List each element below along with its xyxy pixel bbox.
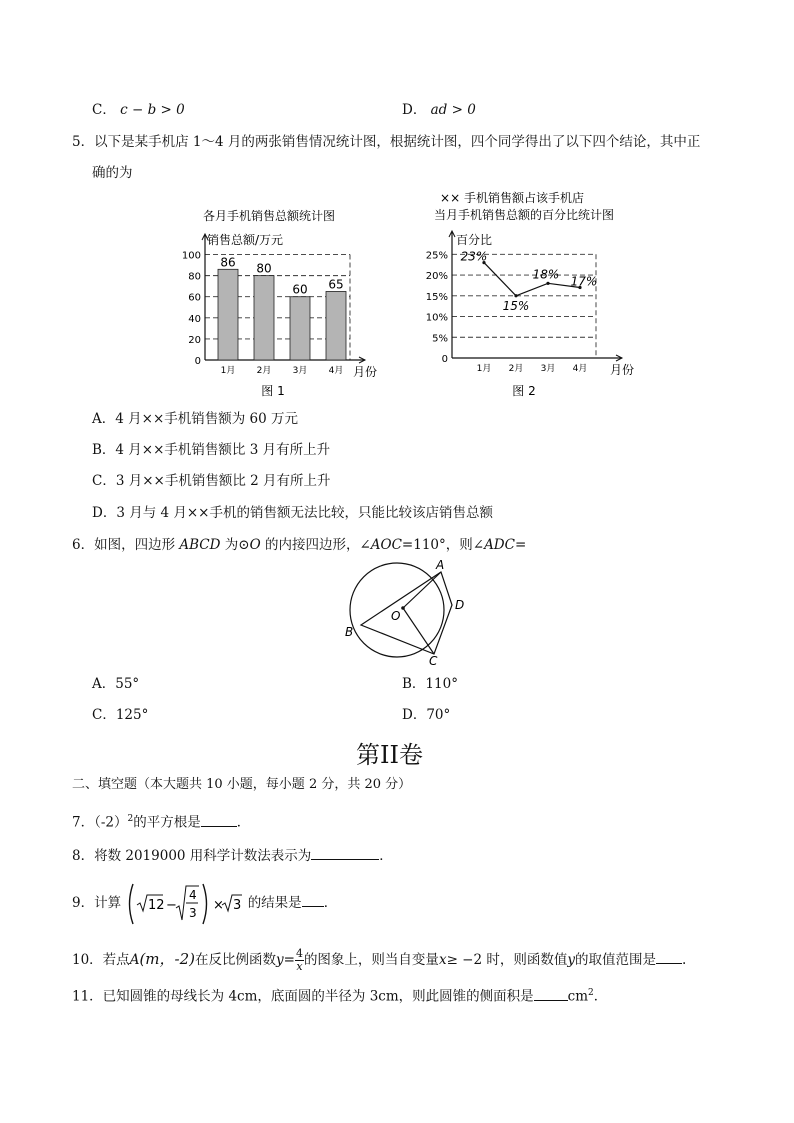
chart1-title: 各月手机销售总额统计图 [203,209,336,223]
chart2-ytick: 5% [432,333,448,345]
chart2-ytick: 0 [441,354,448,365]
q5-option-c: C．3 月××手机销售额比 2 月有所上升 [92,473,331,489]
stem-text: =110°，则∠ [401,537,485,553]
right-paren [203,884,207,924]
part2-heading: 二、填空题（本大题共 10 小题，每小题 2 分，共 20 分） [72,777,412,792]
chart2-xtick: 1月 [476,364,492,374]
q4-option-c [92,101,185,119]
chart2-xlabel: 月份 [610,363,635,377]
q10-equals: = [283,952,295,968]
q8 [72,847,393,865]
chart1-bar [290,297,310,360]
q11 [72,984,607,1006]
stem-text: 为⊙ [220,537,250,553]
q10-text: ≥ −2 时，则函数值 [446,952,568,968]
q7 [72,810,250,832]
section-title: 第II卷 [356,741,423,769]
chart2-point [514,294,517,297]
chart1-bar [218,269,238,360]
q10-coordinates: (m，-2) [139,950,195,968]
fraction-denominator: 3 [189,906,198,920]
chart1-ylabel: 销售总额/万元 [207,233,284,247]
chart2-title-line2: 当月手机销售总额的百分比统计图 [433,208,615,222]
chart1-caption: 图 1 [261,384,285,398]
label-o: O [391,609,401,623]
answer-blank[interactable] [656,951,682,964]
answer-blank[interactable] [534,988,568,1001]
segment-oa [403,572,441,608]
chart2-xtick: 4月 [572,364,588,374]
q9-text: ． [323,895,338,911]
q6-option-b: B．110° [402,676,458,692]
chart2-data-label: 15% [502,298,530,313]
q7-text: 7．（-2） [72,814,128,831]
answer-blank[interactable] [311,847,379,860]
label-c: C [429,654,438,668]
q6-stem [72,536,526,554]
q11-unit: cm [567,988,589,1005]
q10 [72,942,686,976]
chart1-xtick: 2月 [256,366,272,376]
option-label: D． [402,102,427,118]
chart2-ytick: 25% [425,250,448,262]
chart1-bar [326,291,346,360]
label-d: D [455,598,465,612]
fraction-numerator: 4 [189,888,198,902]
line-chart-figure2 [412,188,640,403]
chart1-data-label: 86 [220,255,236,270]
chart1-bar [254,276,274,360]
q11-text: 11．已知圆锥的母线长为 4cm，底面圆的半径为 3cm，则此圆锥的侧面积是 [72,988,534,1005]
chart2-data-label: 17% [570,274,598,289]
q11-text: ． [593,988,608,1005]
q10-point: A [129,952,140,968]
times-sign: × [213,898,225,913]
q9 [72,880,337,926]
option-expr: ad > 0 [430,102,476,118]
chart2-ylabel: 百分比 [456,233,493,247]
fraction-denominator: x [296,960,303,973]
chart1-xtick: 4月 [328,366,344,376]
chart1-ytick: 0 [194,356,201,367]
chart1-ytick: 80 [188,271,201,283]
q10-var-y: y [275,952,284,968]
radicand-3: 3 [233,898,242,913]
chart2-caption: 图 2 [512,384,536,398]
stem-text: 6．如图，四边形 [72,537,180,553]
chart1-xlabel: 月份 [353,365,378,379]
chart2-data-label: 18% [532,267,560,282]
q4-option-d [402,101,476,119]
q11-exponent: 2 [588,988,594,998]
chart1-ytick: 20 [188,334,201,346]
chart1-data-label: 60 [292,282,308,297]
q7-text: 的平方根是 [133,814,201,831]
q6-option-c: C．125° [92,707,149,723]
q10-var-y: y [567,952,575,968]
label-b: B [345,625,354,639]
q6-option-a: A．55° [92,676,140,692]
option-expr: c − b > 0 [120,102,185,118]
minus-sign: − [166,898,178,913]
chart1-ytick: 60 [188,292,201,304]
chart2-title-line1: ×× 手机销售额占该手机店 [440,191,584,205]
q10-fraction [295,948,304,973]
stem-circle: O [249,537,261,553]
option-label: C． [92,102,116,118]
chart2-point [546,282,549,285]
stem-quad: ABCD [179,537,221,553]
q10-text: 10．若点 [72,952,130,968]
radicand-12: 12 [148,898,165,913]
segment-oc [403,608,434,654]
q7-text: ． [236,814,251,831]
q10-var-x: x [438,952,447,968]
chart1-ytick: 100 [181,250,201,262]
chart2-xtick: 3月 [540,364,556,374]
q5-option-d: D．3 月与 4 月××手机的销售额无法比较，只能比较该店销售总额 [92,505,493,521]
chart1-ytick: 40 [188,313,201,325]
chart2-data-label: 23% [460,249,488,264]
fraction-numerator: 4 [295,947,303,960]
q9-expression [125,881,243,927]
q7-exponent: 2 [127,814,134,824]
q9-text: 的结果是 [247,895,302,911]
bar-chart-figure1 [181,205,385,403]
chart2-xtick: 2月 [508,364,524,374]
q5-stem-line2: 确的为 [92,165,133,181]
stem-angle: ADC [484,537,515,553]
stem-angle: AOC [370,537,402,553]
chart1-data-label: 65 [328,277,344,292]
chart2-ytick: 20% [425,271,448,283]
q5-stem-line1: 5．以下是某手机店 1～4 月的两张销售情况统计图，根据统计图，四个同学得出了以下四个结论，其中正 [72,134,701,150]
label-a: A [436,558,445,572]
q6-option-d: D．70° [402,707,451,723]
q9-text: 9．计算 [72,895,122,911]
chart2-ytick: 15% [425,291,448,303]
answer-blank[interactable] [302,894,324,907]
inscribed-quadrilateral-figure [340,558,480,670]
q10-text: 的图象上，则当自变量 [303,952,439,968]
q8-text: 8．将数 2019000 用科学计数法表示为 [72,848,312,864]
chart1-xtick: 3月 [292,366,308,376]
chart2-ytick: 10% [425,312,448,324]
q9-formula [125,882,243,926]
stem-text: 的内接四边形，∠ [260,537,371,553]
q8-text: ． [379,848,393,864]
center-point [401,606,405,610]
q10-text: 在反比例函数 [194,952,276,968]
q10-text: . [682,952,687,968]
q5-option-a: A．4 月××手机销售额为 60 万元 [92,411,299,427]
q5-option-b: B．4 月××手机销售额比 3 月有所上升 [92,442,331,458]
chart1-data-label: 80 [256,261,272,276]
q10-text: 的取值范围是 [575,952,656,968]
stem-text: = [514,537,527,553]
chart1-xtick: 1月 [220,366,236,376]
left-paren [130,884,134,924]
answer-blank[interactable] [201,814,237,827]
